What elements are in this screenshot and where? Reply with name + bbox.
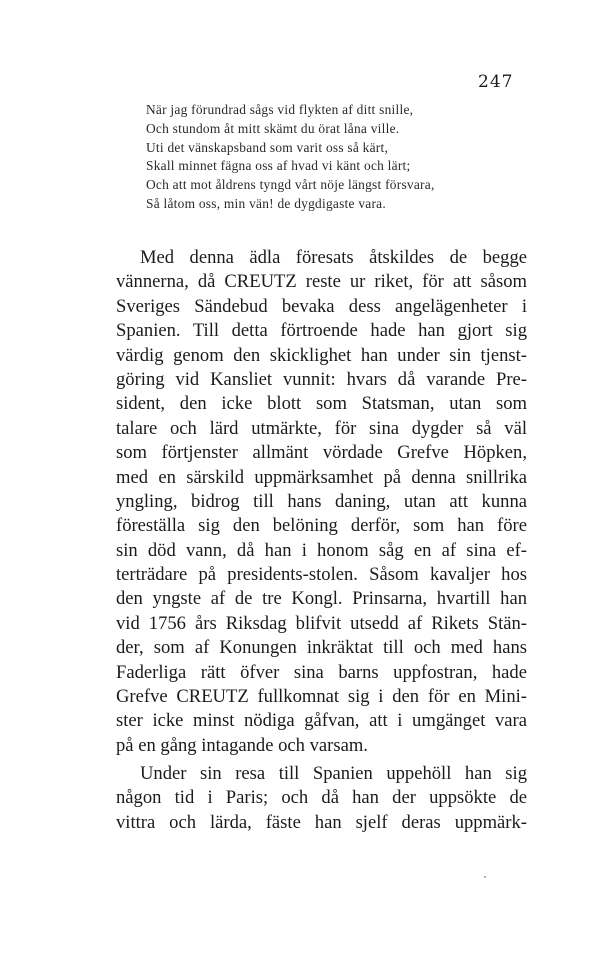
poem-line: Uti det vänskapsband som varit oss så kärt, (146, 139, 389, 155)
text-line: med en särskild uppmärksamhet på denna snillrika (116, 466, 527, 488)
poem-line: Så låtom oss, min vän! de dygdigaste vara. (146, 195, 386, 211)
text-line: der, som af Konungen inkräktat till och med hans (116, 637, 527, 659)
text-line: Spanien. Till detta förtroende hade han gjort sig (116, 320, 527, 342)
text-line: värdig genom den skicklighet han under sin tjenst- (116, 344, 527, 366)
text-line: Grefve CREUTZ fullkomnat sig i den för en Mini- (116, 686, 527, 708)
text-line: terträdare på presidents-stolen. Såsom kavaljer hos (116, 564, 527, 586)
text-line: någon tid i Paris; och då han der uppsökte de (116, 787, 527, 809)
text-line: ster icke minst nödiga gåfvan, att i umgänget vara (116, 710, 527, 732)
page-number: 247 (478, 72, 514, 92)
text-line: den yngste af de tre Kongl. Prinsarna, hvartill han (116, 588, 527, 610)
text-line: sident, den icke blott som Statsman, utan som (116, 393, 527, 415)
body-paragraph-2 (116, 762, 527, 835)
poem-line: När jag förundrad sågs vid flykten af ditt snille, (146, 102, 414, 117)
text-line: vännerna, då CREUTZ reste ur riket, för att såsom (116, 271, 527, 293)
text-line: sin död vann, då han i honom såg en af sina ef- (116, 539, 527, 561)
text-line: Sveriges Sändebud bevaka dess angelägenheter i (116, 295, 527, 317)
poem-stanza (146, 101, 526, 214)
poem-line: Och att mot åldrens tyngd vårt nöje längst försvara, (146, 177, 435, 193)
text-line: Med denna ädla föresats åtskildes de begge (140, 247, 527, 268)
print-speck (484, 876, 486, 878)
text-line: föreställa sig den belöning derför, som han före (116, 515, 527, 537)
text-line: som förtjenster allmänt vördade Grefve Höpken, (116, 442, 527, 464)
poem-line: Och stundom åt mitt skämt du örat låna ville. (146, 120, 400, 136)
body-paragraph-1 (116, 246, 527, 758)
text-line: göring vid Kansliet vunnit: hvars då varande Pre- (116, 368, 527, 390)
text-line: vid 1756 års Riksdag blifvit utsedd af Rikets Stän- (116, 612, 527, 634)
text-line: yngling, bidrog till hans daning, utan att kunna (116, 490, 527, 512)
text-line: Faderliga rätt öfver sina barns uppfostran, hade (116, 661, 527, 683)
text-line: Under sin resa till Spanien uppehöll han sig (140, 763, 527, 784)
text-line: på en gång intagande och varsam. (116, 734, 368, 756)
text-line: talare och lärd utmärkte, för sina dygder så väl (116, 417, 527, 439)
text-line: vittra och lärda, fäste han sjelf deras uppmärk- (116, 811, 527, 833)
poem-line: Skall minnet fägna oss af hvad vi känt och lärt; (146, 158, 411, 174)
